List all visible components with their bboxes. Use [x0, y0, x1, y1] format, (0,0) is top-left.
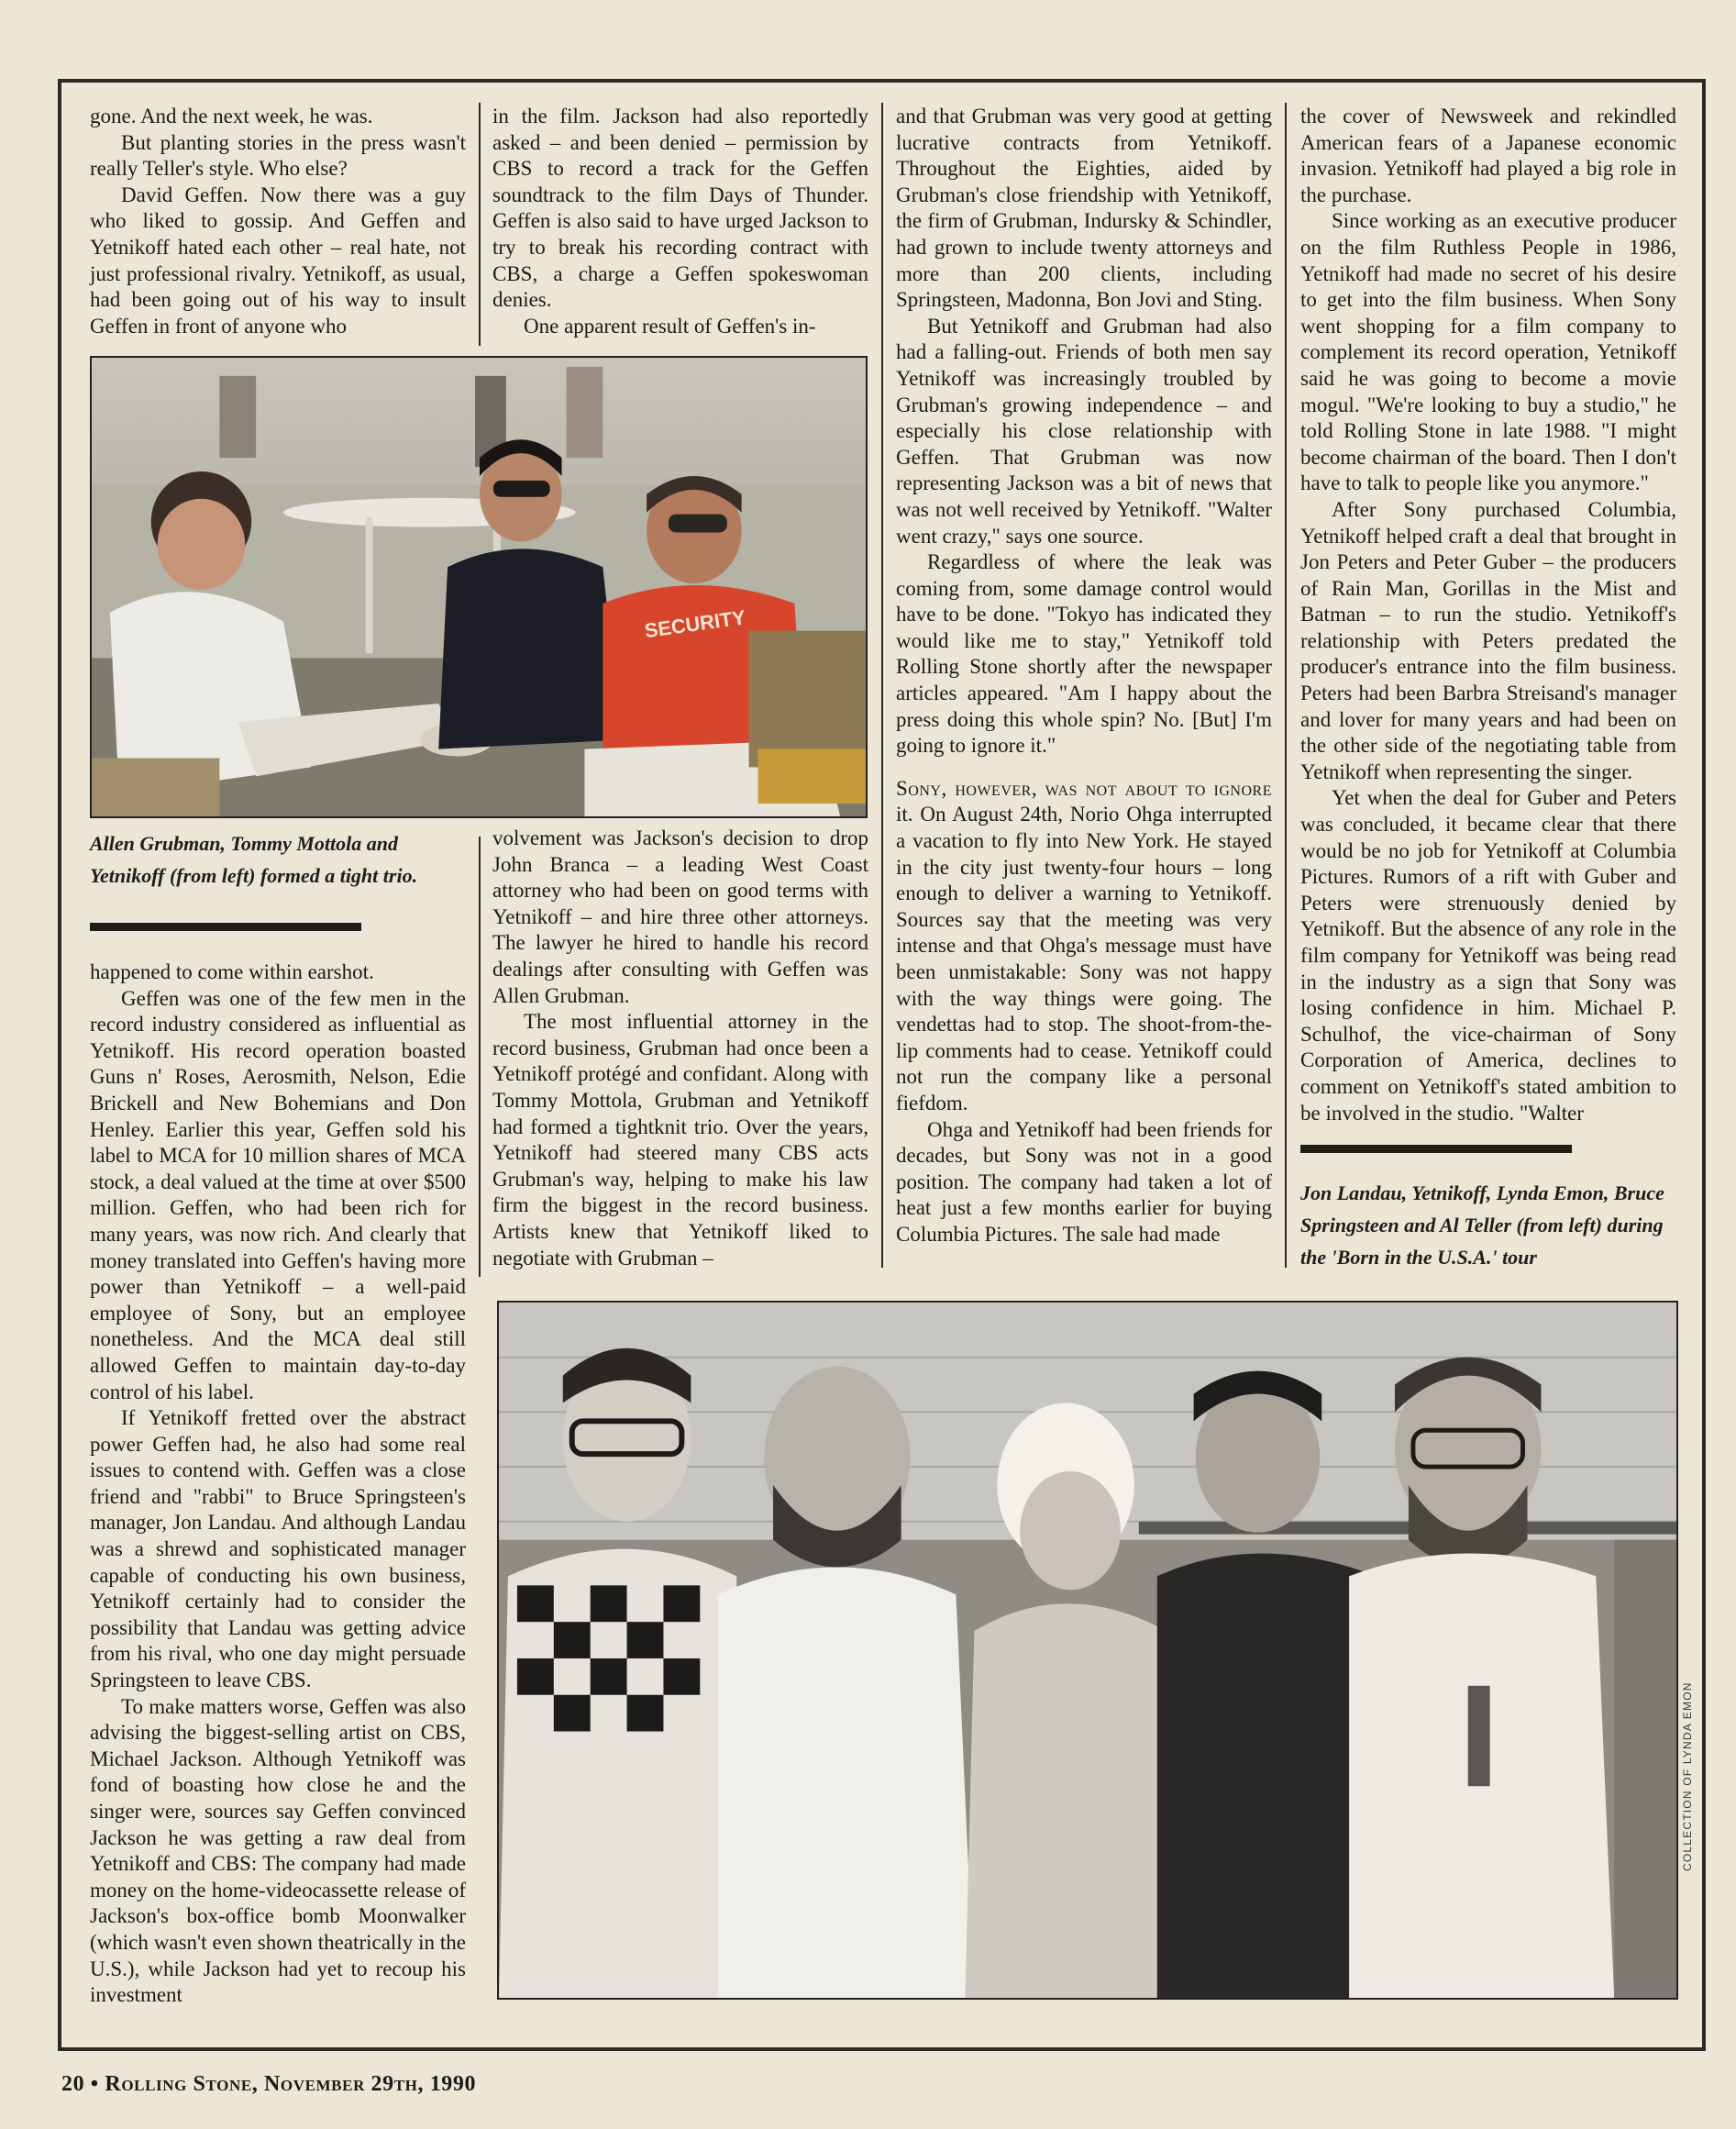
paragraph: But planting stories in the press wasn't really Teller's style. Who else? [90, 130, 466, 181]
shirt-text: SECURITY [643, 605, 747, 643]
caption-bottom-photo: Jon Landau, Yetnikoff, Lynda Emon, Bruce Springsteen and Al Teller (from left) during the 'Born in the U.S.A.' tour [1300, 1181, 1664, 1269]
bottom-photo [497, 1301, 1678, 2000]
column-2-bottom [492, 826, 868, 1271]
divider-bar [1300, 1145, 1572, 1153]
paragraph: Yet when the deal for Guber and Peters was concluded, it became clear that there would be no job for Yetnikoff at Columbia Pictures. Rumors of a rift with Guber and Peters were strenuously denied by Yetnikoff. But the absence of any role in the film company for Yetnikoff was being read in the industry as a sign that Sony was losing confidence in him. Michael P. Schulhof, the vice-chairman of Sony Corporation of America, declines to comment on Yetnikoff's stated ambition to be involved in the studio. "Walter [1300, 786, 1676, 1125]
divider-bar [90, 923, 361, 931]
paragraph: happened to come within earshot. [90, 960, 374, 983]
column-3 [896, 104, 1272, 1248]
photo-credit: COLLECTION OF LYNDA EMON [1681, 1681, 1694, 1871]
column-4 [1300, 104, 1676, 1126]
paragraph: volvement was Jackson's decision to drop John Branca – a leading West Coast attorney who had been on good terms with Yetnikoff – and hire three other attorneys. The lawyer he hired to handle his record dealings after consulting with Geffen was Allen Grubman. [492, 826, 868, 1007]
column-1-bottom [90, 959, 466, 2009]
paragraph: Since working as an executive producer on the film Ruthless People in 1986, Yetnikoff had made no secret of his desire to get into the film business. When Sony went shopping for a film company to complement its record operation, Yetnikoff said he was going to become a movie mogul. "We're looking to buy a studio," he told Rolling Stone in late 1988. "I might become chairman of the board. Then I don't have to talk to people like you anymore." [1300, 209, 1676, 495]
paragraph: gone. And the next week, he was. [90, 105, 373, 128]
paragraph: and that Grubman was very good at getting lucrative contracts from Yetnikoff. Throughout the Eighties, aided by Grubman's close friendship with Yetnikoff, the firm of Grubman, Indursky & Schindler, had grown to include twenty attorneys and more than 200 clients, including Springsteen, Madonna, Bon Jovi and Sting. [896, 105, 1272, 312]
paragraph: the cover of Newsweek and rekindled American fears of a Japanese economic invasion. Yetnikoff had played a big role in the purchase. [1300, 105, 1676, 206]
paragraph: David Geffen. Now there was a guy who liked to gossip. And Geffen and Yetnikoff hated each other – real hate, not just professional rivalry. Yetnikoff, as usual, had been going out of his way to insult Geffen in front of anyone who [90, 183, 466, 338]
paragraph: Sony, however, was not about to ignore it. On August 24th, Norio Ohga interrupted a vacation to fly into New York. He stayed in the city just twenty-four hours – long enough to deliver a warning to Yetnikoff. Sources say that the meeting was very intense and that Ohga's message must have been unmistakable: Sony was not happy with the way things were going. The vendettas had to stop. The shoot-from-the-lip comments had to cease. Yetnikoff could not run the company like a personal fiefdom. [896, 776, 1272, 1114]
column-2-top [492, 104, 868, 339]
column-rule [1285, 103, 1287, 1268]
paragraph: Regardless of where the leak was coming from, some damage control would have to be done. "Tokyo has indicated they would like me to stay," Yetnikoff told Rolling Stone shortly after the newspaper articles appeared. "Am I happy about the press doing this whole spin? No. [But] I'm going to ignore it." [896, 550, 1272, 758]
column-1-top [90, 104, 466, 339]
paragraph: To make matters worse, Geffen was also advising the biggest-selling artist on CBS, Michael Jackson. Although Yetnikoff was fond of boasting how close he and the singer were, sources say Geffen convinced Jackson he was getting a raw deal from Yetnikoff and CBS: The company had made money on the home-videocassette release of Jackson's box-office bomb Moonwalker (which wasn't even shown theatrically in the U.S.), while Jackson had yet to recoup his investment [90, 1694, 466, 2007]
column-rule [881, 103, 883, 1268]
caption-top-photo: Allen Grubman, Tommy Mottola and Yetnikoff (from left) formed a tight trio. [90, 832, 418, 887]
paragraph: One apparent result of Geffen's in- [524, 314, 816, 338]
top-photo-image [92, 358, 866, 816]
top-photo [90, 356, 868, 818]
page-footer: 20 • Rolling Stone, November 29th, 1990 [61, 2072, 477, 2096]
paragraph: in the film. Jackson had also reportedly asked – and been denied – permission by CBS to record a track for the Geffen soundtrack to the film Days of Thunder. Geffen is also said to have urged Jackson to try to break his recording contract with CBS, a charge a Geffen spokeswoman denies. [492, 105, 868, 312]
column-rule [479, 103, 481, 346]
paragraph: But Yetnikoff and Grubman had also had a falling-out. Friends of both men say Yetnikoff was increasingly troubled by Grubman's growing independence – and especially his close relationship with Geffen. That Grubman was now representing Jackson was a bit of news that was not well received by Yetnikoff. "Walter went crazy," says one source. [896, 314, 1272, 548]
paragraph: Ohga and Yetnikoff had been friends for decades, but Sony was not in a good position. The company had taken a lot of heat just a few months earlier for buying Columbia Pictures. The sale had made [896, 1117, 1272, 1246]
paragraph: The most influential attorney in the record business, Grubman had once been a Yetnikoff protégé and confidant. Along with Tommy Mottola, Grubman and Yetnikoff had formed a tightknit trio. Over the years, Yetnikoff had steered many CBS acts Grubman's way, helping to make his law firm the biggest in the record business. Artists knew that Yetnikoff liked to negotiate with Grubman – [492, 1010, 868, 1270]
paragraph: If Yetnikoff fretted over the abstract power Geffen had, he also had some real issues to contend with. Geffen was a close friend and "rabbi" to Bruce Springsteen's manager, Jon Landau. And although Landau was a shrewd and sophisticated manager capable of conducting his own business, Yetnikoff certainly had to consider the possibility that Landau was getting advice from his rival, who one day might persuade Springsteen to leave CBS. [90, 1406, 466, 1692]
paragraph: After Sony purchased Columbia, Yetnikoff helped craft a deal that brought in Jon Peters and Peter Guber – the producers of Rain Man, Gorillas in the Mist and Batman – to run the studio. Yetnikoff's relationship with Peters predated the producer's entrance into the film business. Peters had been Barbra Streisand's manager and lover for many years and had been on the other side of the negotiating table from Yetnikoff when representing the singer. [1300, 497, 1676, 783]
paragraph: Geffen was one of the few men in the record industry considered as influential as Yetnikoff. His record operation boasted Guns n' Roses, Aerosmith, Nelson, Edie Brickell and New Bohemians and Don Henley. Earlier this year, Geffen sold his label to MCA for 10 million shares of MCA stock, a deal valued at the time at over $500 million. Geffen, who had been rich for many years, was now rich. And clearly that money translated into Geffen's having more power than Yetnikoff – a well-paid employee of Sony, but an employee nonetheless. And the MCA deal still allowed Geffen to maintain day-to-day control of his label. [90, 986, 466, 1403]
bottom-photo-image [499, 1303, 1676, 1998]
column-rule [479, 837, 481, 1277]
